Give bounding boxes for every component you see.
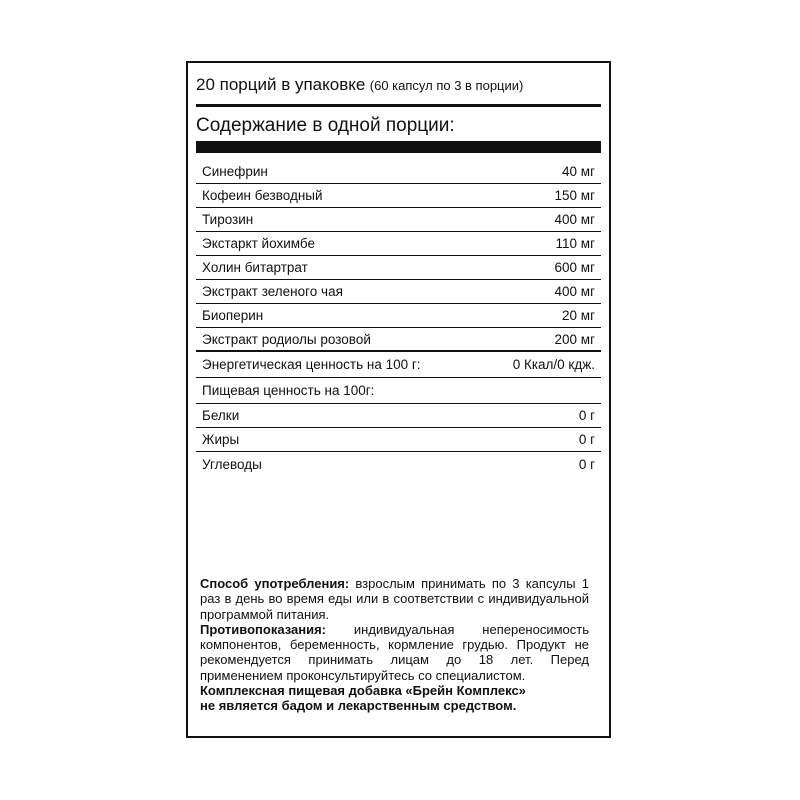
ingredient-name: Экстаркт йохимбе [202, 236, 315, 251]
nutrition-title: Пищевая ценность на 100г: [202, 383, 375, 398]
nutrient-name: Углеводы [202, 456, 262, 472]
energy-row [196, 352, 601, 378]
usage-method [200, 576, 589, 622]
ingredient-name: Синефрин [202, 164, 268, 179]
ingredient-amount: 110 мг [555, 236, 595, 251]
servings-count: 20 порций в упаковке [196, 75, 366, 94]
usage-instructions [200, 576, 589, 714]
disclaimer-line-2: не является бадом и лекарственным средством. [200, 698, 517, 714]
ingredient-amount: 400 мг [554, 284, 595, 299]
thick-divider-bar [196, 141, 601, 153]
ingredient-name: Кофеин безводный [202, 188, 323, 203]
ingredient-row [196, 280, 601, 304]
ingredient-name: Экстракт зеленого чая [202, 284, 343, 299]
nutrient-value: 0 г [578, 456, 595, 472]
ingredient-row [196, 160, 601, 184]
nutrition-label-panel [186, 61, 611, 738]
usage-method-label: Способ употребления: [200, 576, 350, 591]
nutrient-name: Белки [202, 408, 240, 423]
servings-header [196, 75, 523, 95]
servings-note: (60 капсул по 3 в порции) [369, 78, 524, 93]
ingredient-name: Тирозин [202, 212, 254, 227]
ingredient-name: Экстракт родиолы розовой [202, 331, 371, 347]
ingredient-row [196, 304, 601, 328]
energy-label: Энергетическая ценность на 100 г: [202, 357, 421, 372]
contraindications [200, 622, 589, 683]
usage-method-text: взрослым принимать по 3 капсулы 1 раз в день во время еды или в соответствии с индивидуальной программой питания. [200, 576, 589, 622]
nutrient-value: 0 г [578, 408, 595, 423]
ingredient-row [196, 256, 601, 280]
disclaimer-line-1: Комплексная пищевая добавка «Брейн Комплекс» [200, 683, 526, 699]
ingredient-row [196, 184, 601, 208]
ingredient-amount: 400 мг [554, 212, 595, 227]
nutrition-title-row [196, 378, 601, 404]
nutrition-row [196, 404, 601, 428]
nutrient-name: Жиры [202, 432, 240, 447]
ingredient-amount: 200 мг [554, 331, 595, 347]
ingredient-amount: 150 мг [554, 188, 595, 203]
energy-value: 0 Ккал/0 кдж. [512, 357, 595, 372]
per-serving-title: Содержание в одной порции: [196, 115, 455, 136]
contraindications-label: Противопоказания: [200, 621, 326, 637]
contraindications-text: индивидуальная непереносимость компонентов, беременность, кормление грудью. Продукт не рекомендуется принимать лицам до 18 лет. Перед применением проконсультируйтесь со специалистом. [200, 621, 589, 683]
ingredients-table [196, 160, 601, 476]
nutrient-value: 0 г [578, 432, 595, 447]
ingredient-row [196, 208, 601, 232]
nutrition-row [196, 452, 601, 476]
header-divider [196, 104, 601, 107]
ingredient-row [196, 328, 601, 352]
ingredient-name: Биоперин [202, 308, 264, 323]
ingredient-amount: 600 мг [554, 260, 595, 275]
ingredient-amount: 20 мг [562, 308, 595, 323]
ingredient-name: Холин битартрат [202, 260, 308, 275]
ingredient-amount: 40 мг [562, 164, 595, 179]
nutrition-row [196, 428, 601, 452]
ingredient-row [196, 232, 601, 256]
